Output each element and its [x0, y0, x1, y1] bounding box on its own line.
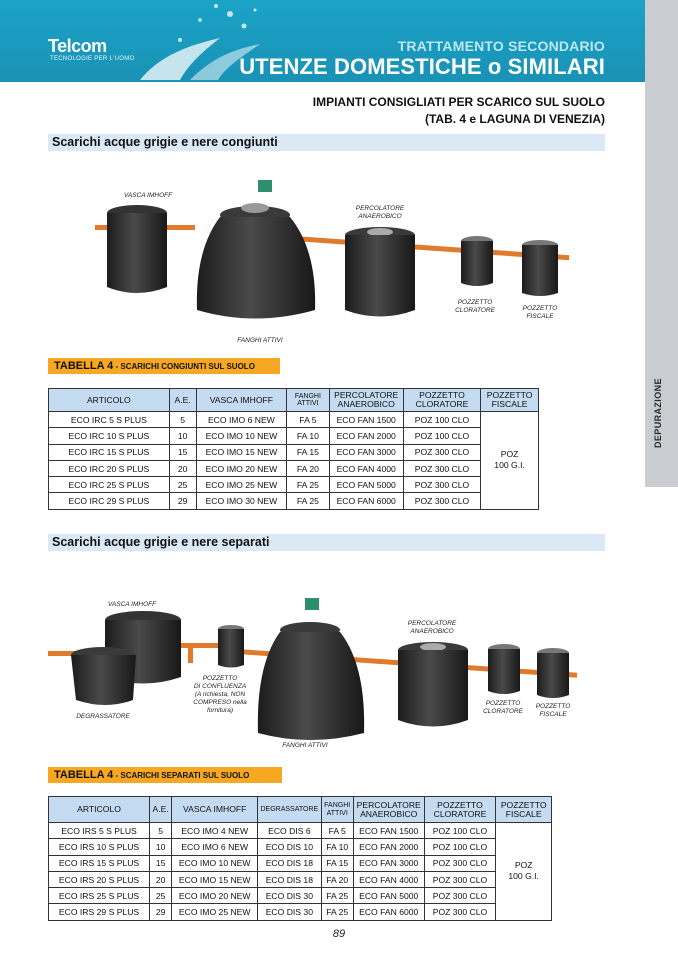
cell: FA 10 [287, 428, 329, 444]
table-row [49, 871, 552, 887]
cell: FA 5 [287, 412, 329, 428]
table-header-row [49, 389, 539, 412]
cell: FA 10 [321, 839, 353, 855]
cell: ECO IMO 4 NEW [172, 823, 258, 839]
col-header: POZZETTO CLORATORE [403, 389, 480, 412]
cell: FA 25 [287, 477, 329, 493]
cell: ECO FAN 3000 [329, 444, 403, 460]
cell: POZ 300 CLO [424, 855, 496, 871]
caption-line: POZZETTO [202, 675, 238, 682]
cell: ECO FAN 2000 [329, 428, 403, 444]
table-row [49, 823, 552, 839]
illustration-congiunti [95, 175, 575, 345]
table-row [49, 904, 552, 920]
cell: FA 20 [321, 871, 353, 887]
cell: ECO FAN 5000 [329, 477, 403, 493]
col-header: FANGHI ATTIVI [287, 389, 329, 412]
header-subtitle: TRATTAMENTO SECONDARIO [397, 38, 605, 54]
cell: FA 5 [321, 823, 353, 839]
cell: ECO DIS 30 [258, 904, 321, 920]
intro-line-2: (TAB. 4 e LAGUNA DI VENEZIA) [424, 112, 605, 126]
pipe-segment [188, 645, 193, 663]
cell: POZ 300 CLO [424, 904, 496, 920]
cell: ECO IRC 5 S PLUS [49, 412, 170, 428]
cell: POZ 100 CLO [403, 428, 480, 444]
pozzetto-cloratore [488, 644, 520, 694]
col-header: VASCA IMHOFF [196, 389, 287, 412]
fiscale-value-line-2: 100 G.I. [494, 460, 525, 471]
cell: ECO IMO 25 NEW [196, 477, 287, 493]
cell: FA 15 [287, 444, 329, 460]
pozzetto-fiscale [522, 240, 558, 296]
intro-line-1: IMPIANTI CONSIGLIATI PER SCARICO SUL SUOLO [312, 95, 605, 109]
cell: POZ 300 CLO [424, 871, 496, 887]
cell: POZ 100 CLO [424, 823, 496, 839]
table-congiunti [48, 388, 539, 510]
cell: ECO FAN 1500 [329, 412, 403, 428]
table-row [49, 839, 552, 855]
label-vasca-imhoff: VASCA IMHOFF [123, 192, 173, 199]
cell: ECO IRS 5 S PLUS [49, 823, 150, 839]
table-row [49, 428, 539, 444]
page-header [0, 0, 645, 82]
table-label-suffix: - SCARICHI CONGIUNTI SUL SUOLO [113, 362, 255, 371]
label-vasca-imhoff: VASCA IMHOFF [107, 601, 157, 608]
cell: ECO IMO 20 NEW [172, 888, 258, 904]
cell: ECO IRC 20 S PLUS [49, 460, 170, 476]
cell: ECO IRS 20 S PLUS [49, 871, 150, 887]
cell: 20 [169, 460, 196, 476]
cell: ECO DIS 10 [258, 839, 321, 855]
page-number: 89 [332, 928, 346, 940]
fiscale-value-line-1: POZ [500, 449, 519, 460]
fanghi-attivi-tank [258, 598, 364, 740]
cell: 29 [169, 493, 196, 509]
cell: ECO DIS 18 [258, 871, 321, 887]
cell: ECO IMO 30 NEW [196, 493, 287, 509]
table-row [49, 855, 552, 871]
table-label-main: TABELLA 4 [54, 360, 114, 372]
cell: ECO IMO 20 NEW [196, 460, 287, 476]
label-pozzetto-confluenza [185, 675, 255, 715]
pozzetto-cloratore [461, 236, 493, 286]
table-header-row [49, 797, 552, 823]
cell: ECO FAN 4000 [353, 871, 424, 887]
col-header: PERCOLATORE ANAEROBICO [353, 797, 424, 823]
col-header: ARTICOLO [49, 797, 150, 823]
cell: 25 [169, 477, 196, 493]
label-fanghi-attivi: FANGHI ATTIVI [237, 337, 283, 344]
cell: FA 25 [287, 493, 329, 509]
fiscale-merged-cell [496, 823, 552, 921]
cell: ECO FAN 6000 [329, 493, 403, 509]
table-label-suffix: - SCARICHI SEPARATI SUL SUOLO [113, 771, 250, 780]
caption-line: fornitura) [206, 707, 233, 714]
label-percolatore: PERCOLATORE ANAEROBICO [355, 205, 405, 220]
col-header: A.E. [150, 797, 172, 823]
cell: ECO IMO 10 NEW [196, 428, 287, 444]
cell: ECO IRS 10 S PLUS [49, 839, 150, 855]
caption-line: COMPRESO nella [193, 699, 247, 706]
cell: 10 [169, 428, 196, 444]
cell: POZ 300 CLO [403, 444, 480, 460]
col-header: POZZETTO FISCALE [496, 797, 552, 823]
cell: ECO IRS 15 S PLUS [49, 855, 150, 871]
section-title-congiunti: Scarichi acque grigie e nere congiunti [48, 134, 605, 151]
table-label-separati [48, 767, 282, 783]
col-header: PERCOLATORE ANAEROBICO [329, 389, 403, 412]
cell: 29 [150, 904, 172, 920]
table-separati [48, 796, 552, 921]
cell: POZ 300 CLO [403, 477, 480, 493]
cell: ECO IMO 10 NEW [172, 855, 258, 871]
table-row [49, 412, 539, 428]
col-header: A.E. [169, 389, 196, 412]
cell: ECO IRC 10 S PLUS [49, 428, 170, 444]
pozzetto-confluenza [218, 625, 244, 668]
pozzetto-fiscale [537, 648, 569, 698]
brand-tagline: TECNOLOGIE PER L'UOMO [50, 56, 135, 62]
cell: ECO FAN 1500 [353, 823, 424, 839]
col-header: FANGHI ATTIVI [321, 797, 353, 823]
cell: ECO FAN 6000 [353, 904, 424, 920]
cell: POZ 300 CLO [403, 460, 480, 476]
caption-line: (A richiesta, NON [194, 691, 246, 698]
imhoff-tank [107, 205, 167, 293]
col-header: POZZETTO FISCALE [481, 389, 539, 412]
table-row [49, 493, 539, 509]
cell: ECO IRS 29 S PLUS [49, 904, 150, 920]
cell: ECO IMO 25 NEW [172, 904, 258, 920]
cell: 5 [150, 823, 172, 839]
cell: ECO DIS 18 [258, 855, 321, 871]
cell: ECO IRC 25 S PLUS [49, 477, 170, 493]
cell: ECO IMO 6 NEW [172, 839, 258, 855]
cell: ECO IMO 15 NEW [196, 444, 287, 460]
cell: POZ 100 CLO [424, 839, 496, 855]
cell: ECO FAN 3000 [353, 855, 424, 871]
cell: FA 20 [287, 460, 329, 476]
label-pozzetto-cloratore: POZZETTO CLORATORE [455, 299, 495, 314]
side-tab [645, 0, 678, 487]
cell: ECO FAN 2000 [353, 839, 424, 855]
label-fanghi-attivi: FANGHI ATTIVI [282, 742, 328, 749]
table-row [49, 888, 552, 904]
cell: FA 25 [321, 888, 353, 904]
cell: ECO FAN 5000 [353, 888, 424, 904]
page-title: UTENZE DOMESTICHE o SIMILARI [239, 54, 605, 79]
cell: ECO DIS 6 [258, 823, 321, 839]
side-tab-label: DEPURAZIONE [653, 378, 663, 448]
cell: FA 15 [321, 855, 353, 871]
cell: ECO IRC 15 S PLUS [49, 444, 170, 460]
label-percolatore: PERCOLATORE ANAEROBICO [407, 620, 457, 635]
label-pozzetto-fiscale: POZZETTO FISCALE [535, 703, 571, 718]
cell: ECO IMO 15 NEW [172, 871, 258, 887]
cell: ECO FAN 4000 [329, 460, 403, 476]
caption-line: DI CONFLUENZA [193, 683, 247, 690]
label-pozzetto-fiscale: POZZETTO FISCALE [522, 305, 558, 320]
table-label-congiunti [48, 358, 280, 374]
cell: 25 [150, 888, 172, 904]
col-header: DEGRASSATORE [258, 797, 321, 823]
cell: ECO DIS 30 [258, 888, 321, 904]
table-row [49, 444, 539, 460]
section-title-separati: Scarichi acque grigie e nere separati [48, 534, 605, 551]
cell: POZ 100 CLO [403, 412, 480, 428]
cell: ECO IMO 6 NEW [196, 412, 287, 428]
col-header: POZZETTO CLORATORE [424, 797, 496, 823]
fiscale-value-line-1: POZ [514, 860, 533, 871]
percolatore-tank [345, 227, 415, 317]
table-row [49, 460, 539, 476]
table-row [49, 477, 539, 493]
col-header: ARTICOLO [49, 389, 170, 412]
cell: FA 25 [321, 904, 353, 920]
cell: 15 [169, 444, 196, 460]
cell: 10 [150, 839, 172, 855]
cell: ECO IRC 29 S PLUS [49, 493, 170, 509]
degrassatore-tank [71, 647, 136, 705]
brand-logo: Telcom [48, 36, 107, 56]
percolatore-tank [398, 642, 468, 727]
cell: 20 [150, 871, 172, 887]
fiscale-value-line-2: 100 G.I. [508, 871, 539, 882]
label-degrassatore: DEGRASSATORE [76, 713, 130, 720]
cell: ECO IRS 25 S PLUS [49, 888, 150, 904]
label-pozzetto-cloratore: POZZETTO CLORATORE [483, 700, 523, 715]
col-header: VASCA IMHOFF [172, 797, 258, 823]
fanghi-attivi-tank [197, 180, 315, 319]
illustration-separati [48, 595, 588, 755]
cell: POZ 300 CLO [424, 888, 496, 904]
cell: POZ 300 CLO [403, 493, 480, 509]
cell: 5 [169, 412, 196, 428]
table-label-main: TABELLA 4 [54, 769, 114, 781]
cell: 15 [150, 855, 172, 871]
fiscale-merged-cell [481, 412, 539, 510]
